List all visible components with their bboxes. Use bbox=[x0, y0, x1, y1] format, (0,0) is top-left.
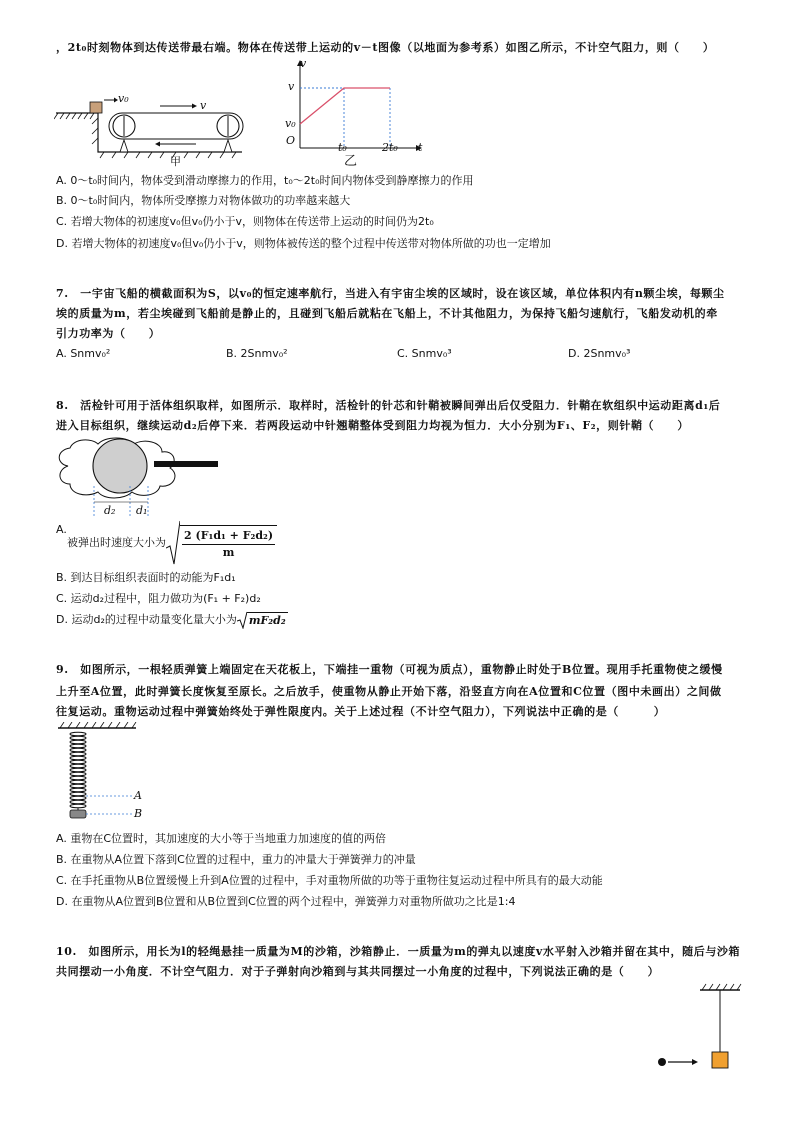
q8-option-d[interactable] bbox=[56, 611, 288, 629]
q8-option-d-text: D. 运动d₂的过程中动量变化量大小为 bbox=[56, 613, 237, 626]
q6-option-c[interactable]: C. 若增大物体的初速度v₀但v₀仍小于v，则物体在传送带上运动的时间仍为2t₀ bbox=[56, 215, 434, 228]
spring-a-label: A bbox=[134, 789, 142, 802]
q8-option-a[interactable] bbox=[67, 520, 277, 566]
biopsy-d2-label: d₂ bbox=[104, 504, 116, 517]
q7-stem-line2: 埃的质量为m，若尘埃碰到飞船前是静止的，且碰到飞船后就粘在飞船上，不计其他阻力，为保持飞船匀速航行，飞船发动机的牵 bbox=[56, 307, 718, 320]
q10-stem-line1: 10. 如图所示，用长为l的轻绳悬挂一质量为M的沙箱，沙箱静止．一质量为m的弹丸以速度v水平射入沙箱并留在其中，随后与沙箱 bbox=[56, 945, 741, 958]
biopsy-d1-label: d₁ bbox=[136, 504, 148, 517]
q7-option-d[interactable]: D. 2Snmv₀³ bbox=[568, 347, 631, 360]
q9-option-d[interactable]: D. 在重物从A位置到B位置和从B位置到C位置的两个过程中，弹簧弹力对重物所做功之比是1:4 bbox=[56, 895, 516, 908]
conveyor-v0-label: v₀ bbox=[118, 92, 129, 105]
sandbox-pendulum-figure bbox=[652, 982, 742, 1074]
q8-option-a-text: 被弹出时速度大小为 bbox=[67, 536, 166, 549]
q8-stem-line2: 进入目标组织，继续运动d₂后停下来．若两段运动中针翘鞘整体受到阻力均视为恒力．大小分别为F₁、F₂，则针鞘（ ） bbox=[56, 419, 689, 432]
vt-v-axis-label: v bbox=[300, 57, 307, 70]
vt-v0-tick: v₀ bbox=[285, 117, 296, 130]
q10-stem-line2: 共同摆动一小角度．不计空气阻力．对于子弹射向沙箱到与其共同摆过一小角度的过程中，下列说法正确的是（ ） bbox=[56, 965, 660, 978]
fig-yi-caption: 乙 bbox=[344, 154, 358, 169]
vt-t-axis-label: t bbox=[418, 141, 423, 154]
q9-option-b[interactable]: B. 在重物从A位置下落到C位置的过程中，重力的冲量大于弹簧弹力的冲量 bbox=[56, 853, 416, 866]
q6-option-a[interactable]: A. 0～t₀时间内，物体受到滑动摩擦力的作用，t₀～2t₀时间内物体受到静摩擦力的作用 bbox=[56, 174, 474, 187]
q6-option-b[interactable]: B. 0～t₀时间内，物体所受摩擦力对物体做功的功率越来越大 bbox=[56, 194, 351, 207]
sqrt-expression bbox=[237, 611, 288, 629]
q9-stem-line1: 9. 如图所示，一根轻质弹簧上端固定在天花板上，下端挂一重物（可视为质点），重物静止时处于B位置。现用手托重物使之缓慢 bbox=[56, 663, 723, 676]
q8-option-c[interactable]: C. 运动d₂过程中，阻力做功为(F₁ + F₂)d₂ bbox=[56, 592, 261, 605]
q7-stem-line3: 引力功率为（ ） bbox=[56, 327, 161, 340]
q8-a-numerator: 2 (F₁d₁ + F₂d₂) bbox=[182, 528, 275, 545]
q7-option-c[interactable]: C. Snmv₀³ bbox=[397, 347, 452, 360]
sqrt-expression bbox=[166, 520, 277, 566]
q9-stem-line2: 上升至A位置，此时弹簧长度恢复至原长。之后放手，使重物从静止开始下落，沿竖直方向在A位置和C位置（图中未画出）之间做 bbox=[56, 685, 722, 698]
q6-stem: ，2t₀时刻物体到达传送带最右端。物体在传送带上运动的v－t图像（以地面为参考系）如图乙所示，不计空气阻力，则（ ） bbox=[56, 41, 715, 54]
fig-jia-caption: 甲 bbox=[170, 155, 181, 168]
q8-option-a-label[interactable]: A. bbox=[56, 523, 67, 536]
q9-option-c[interactable]: C. 在手托重物从B位置缓慢上升到A位置的过程中，手对重物所做的功等于重物往复运动过程中所具有的最大动能 bbox=[56, 874, 603, 887]
q9-stem-line3: 往复运动。重物运动过程中弹簧始终处于弹性限度内。关于上述过程（不计空气阻力），下列说法中正确的是（ ） bbox=[56, 705, 666, 718]
q8-stem-line1: 8. 活检针可用于活体组织取样，如图所示．取样时，活检针的针芯和针鞘被瞬间弹出后仅受阻力．针鞘在软组织中运动距离d₁后 bbox=[56, 399, 721, 412]
q7-stem-line1: 7. 一宇宙飞船的横截面积为S，以v₀的恒定速率航行，当进入有宇宙尘埃的区域时，设在该区域，单位体积内有n颗尘埃，每颗尘 bbox=[56, 287, 725, 300]
conveyor-v-label: v bbox=[200, 99, 207, 112]
vt-t0-tick: t₀ bbox=[338, 141, 347, 154]
q8-a-denominator: m bbox=[222, 546, 235, 559]
spring-b-label: B bbox=[134, 807, 143, 820]
q6-option-d[interactable]: D. 若增大物体的初速度v₀但v₀仍小于v，则物体被传送的整个过程中传送带对物体所做的功也一定增加 bbox=[56, 237, 551, 250]
q7-option-a[interactable]: A. Snmv₀² bbox=[56, 347, 111, 360]
vt-v-tick: v bbox=[288, 80, 295, 93]
q8-d-radicand: mF₂d₂ bbox=[248, 613, 286, 627]
q9-option-a[interactable]: A. 重物在C位置时，其加速度的大小等于当地重力加速度的值的两倍 bbox=[56, 832, 387, 845]
vt-graph bbox=[282, 58, 432, 158]
vt-2t0-tick: 2t₀ bbox=[382, 141, 398, 154]
q8-option-b[interactable]: B. 到达目标组织表面时的动能为F₁d₁ bbox=[56, 571, 236, 584]
q7-option-b[interactable]: B. 2Snmv₀² bbox=[226, 347, 288, 360]
conveyor-figure bbox=[54, 88, 254, 168]
vt-origin: O bbox=[286, 134, 296, 147]
